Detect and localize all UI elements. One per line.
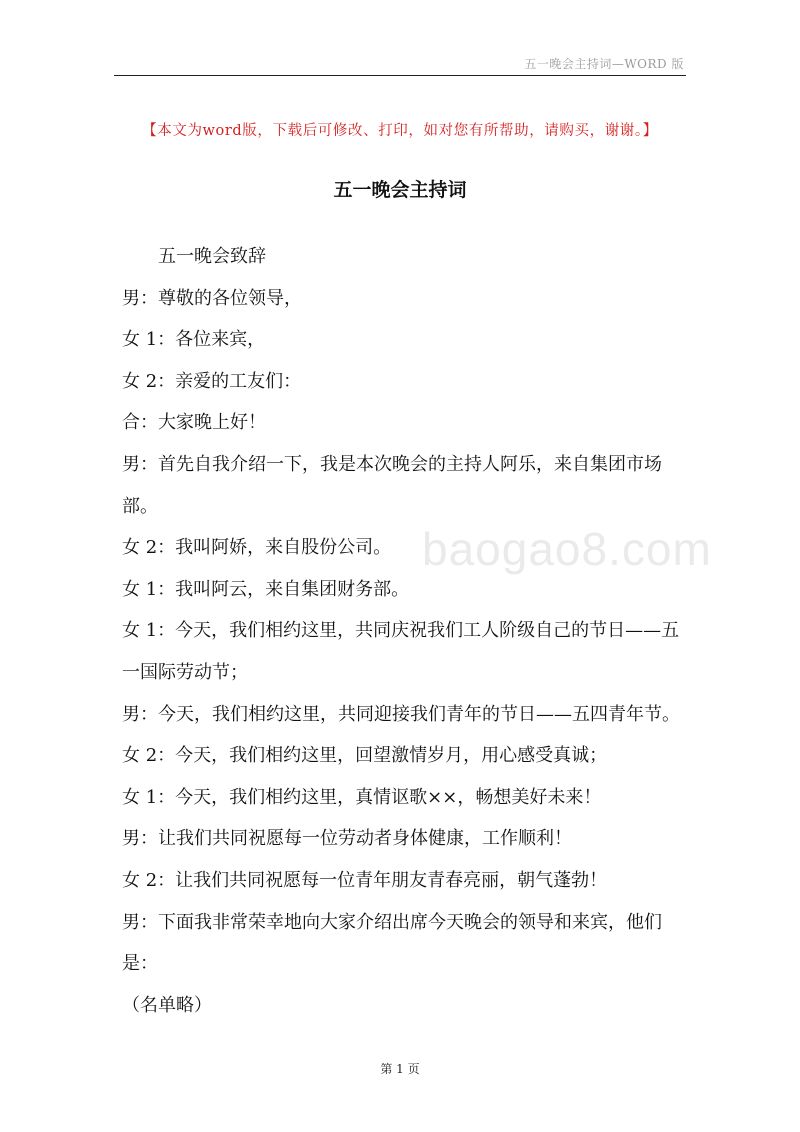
- paragraph: 男：今天，我们相约这里，共同迎接我们青年的节日——五四青年节。: [122, 703, 680, 725]
- page-header: 五一晚会主持词—WORD 版: [524, 57, 684, 71]
- paragraph: 男：首先自我介绍一下，我是本次晚会的主持人阿乐，来自集团市场部。: [122, 453, 662, 517]
- download-notice: 【本文为word版，下载后可修改、打印，如对您有所帮助，请购买，谢谢。】: [142, 123, 658, 139]
- paragraph: 女 1：今天，我们相约这里，真情讴歌××，畅想美好未来！: [122, 786, 602, 808]
- page-footer: 第 1 页: [380, 1062, 420, 1076]
- paragraph: 女 2：今天，我们相约这里，回望激情岁月，用心感受真诚；: [122, 745, 608, 767]
- paragraph: 女 2：我叫阿娇，来自股份公司。: [122, 537, 392, 559]
- paragraph: 男：尊敬的各位领导，: [122, 287, 302, 309]
- document-title: 五一晚会主持词: [333, 179, 467, 201]
- document-body: [122, 236, 692, 1026]
- paragraph: 女 1：各位来宾，: [122, 329, 266, 351]
- paragraph: 女 2：亲爱的工友们：: [122, 370, 302, 392]
- paragraph: 女 2：让我们共同祝愿每一位青年朋友青春亮丽，朝气蓬勃！: [122, 869, 608, 891]
- paragraph: （名单略）: [122, 994, 212, 1016]
- watermark: baogao8.com: [422, 523, 712, 575]
- paragraph: 五一晚会致辞: [158, 246, 266, 267]
- paragraph: 女 1：我叫阿云，来自集团财务部。: [122, 578, 410, 600]
- paragraph: 合：大家晚上好！: [122, 412, 266, 434]
- paragraph: 男：让我们共同祝愿每一位劳动者身体健康，工作顺利！: [122, 828, 572, 850]
- paragraph: 女 1：今天，我们相约这里，共同庆祝我们工人阶级自己的节日——五一国际劳动节；: [122, 620, 680, 683]
- paragraph: 男：下面我非常荣幸地向大家介绍出席今天晚会的领导和来宾，他们是：: [122, 911, 662, 975]
- header-divider: [114, 75, 686, 76]
